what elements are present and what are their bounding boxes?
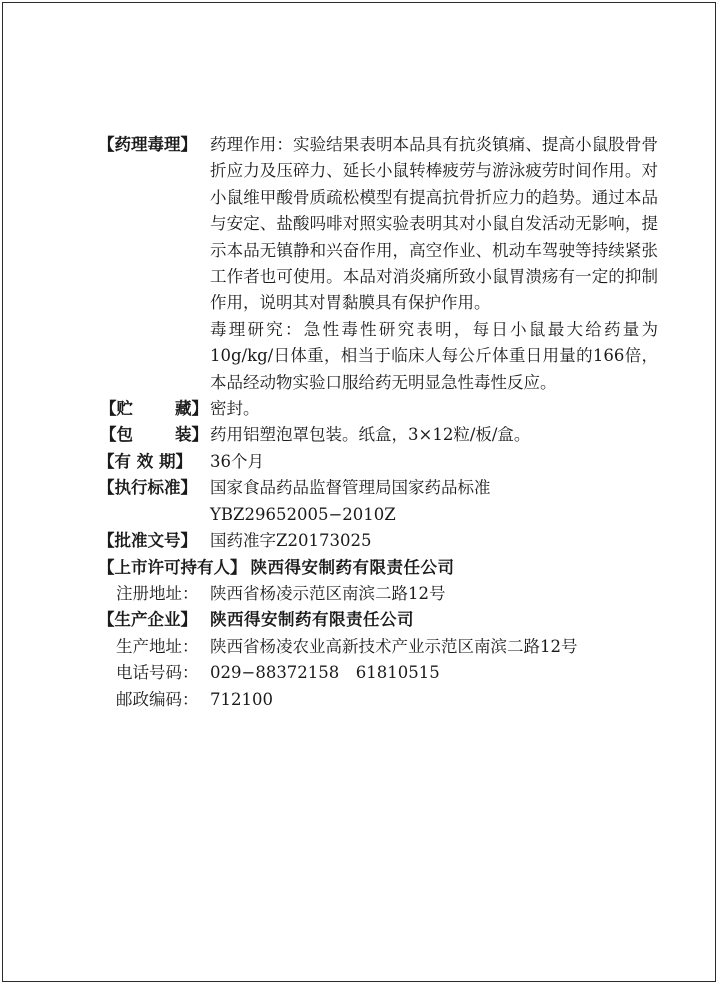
packaging-label-part-a: 【包 (100, 425, 133, 445)
pharmacology-label (98, 132, 210, 158)
storage-label-part-a: 【贮 (100, 399, 133, 419)
storage-value: 密封。 (210, 399, 260, 419)
manufacturer-address-label (98, 634, 210, 660)
mah-section (98, 555, 658, 581)
standard-line-1: 国家食品药品监督管理局国家药品标准 (210, 478, 491, 498)
packaging-label (98, 422, 210, 448)
mah-address-value: 陕西省杨凌示范区南滨二路12号 (210, 583, 446, 603)
phone-row (98, 660, 658, 686)
storage-label-part-b: 藏】 (175, 399, 208, 419)
approval-section (98, 528, 658, 554)
standard-line-2: YBZ29652005−2010Z (210, 504, 396, 524)
manufacturer-address-row (98, 634, 658, 660)
storage-label (98, 396, 210, 422)
mah-label-text: 【上市许可持有人】 (98, 557, 247, 577)
standard-section (98, 475, 658, 528)
validity-label (98, 449, 210, 475)
toxicology-paragraph: 毒理研究：急性毒性研究表明，每日小鼠最大给药量为10g/kg/日体重，相当于临床人每公斤体重日用量的166倍，本品经动物实验口服给药无明显急性毒性反应。 (210, 319, 658, 392)
postcode-row (98, 687, 658, 713)
packaging-value: 药用铝塑泡罩包装。纸盒，3×12粒/板/盒。 (210, 425, 531, 445)
manufacturer-address-value: 陕西省杨凌农业高新技术产业示范区南滨二路12号 (210, 636, 578, 656)
packaging-section (98, 422, 658, 448)
mah-address-label-text: 注册地址： (116, 583, 199, 603)
pharmacology-effect-paragraph: 药理作用：实验结果表明本品具有抗炎镇痛、提高小鼠股骨骨折应力及压碎力、延长小鼠转棒疲劳与游泳疲劳时间作用。对小鼠维甲酸骨质疏松模型有提高抗骨折应力的趋势。通过本品与安定、盐酸吗啡对照实验表明其对小鼠自发活动无影响，提示本品无镇静和兴奋作用，高空作业、机动车驾驶等持续紧张工作者也可使用。本品对消炎痛所致小鼠胃溃疡有一定的抑制作用，说明其对胃黏膜具有保护作用。 (210, 135, 658, 313)
approval-value: 国药准字Z20173025 (210, 531, 372, 551)
postcode-label-text: 邮政编码： (116, 689, 199, 709)
storage-section (98, 396, 658, 422)
validity-section (98, 449, 658, 475)
approval-label-text: 【批准文号】 (98, 531, 197, 551)
phone-value: 029−88372158 61810515 (210, 663, 440, 683)
manufacturer-section (98, 607, 658, 633)
mah-address-row (98, 581, 658, 607)
standard-label-text: 【执行标准】 (98, 478, 197, 498)
mah-company: 陕西得安制药有限责任公司 (250, 557, 455, 577)
pharmacology-body (210, 132, 658, 396)
package-insert (98, 132, 658, 713)
standard-label (98, 475, 210, 501)
mah-address-label (98, 581, 210, 607)
postcode-label (98, 687, 210, 713)
pharmacology-section (98, 132, 658, 396)
manufacturer-label (98, 607, 210, 633)
pharmacology-label-text: 【药理毒理】 (98, 135, 197, 154)
standard-value (210, 475, 658, 528)
packaging-label-part-b: 装】 (175, 425, 208, 445)
manufacturer-company: 陕西得安制药有限责任公司 (210, 610, 414, 630)
phone-label (98, 660, 210, 686)
validity-label-text: 【有 效 期】 (98, 451, 192, 471)
manufacturer-address-label-text: 生产地址： (116, 636, 199, 656)
postcode-value: 712100 (210, 689, 273, 709)
validity-value: 36个月 (210, 451, 264, 471)
approval-label (98, 528, 210, 554)
mah-label (98, 555, 251, 581)
manufacturer-label-text: 【生产企业】 (98, 610, 197, 630)
phone-label-text: 电话号码： (116, 663, 199, 683)
